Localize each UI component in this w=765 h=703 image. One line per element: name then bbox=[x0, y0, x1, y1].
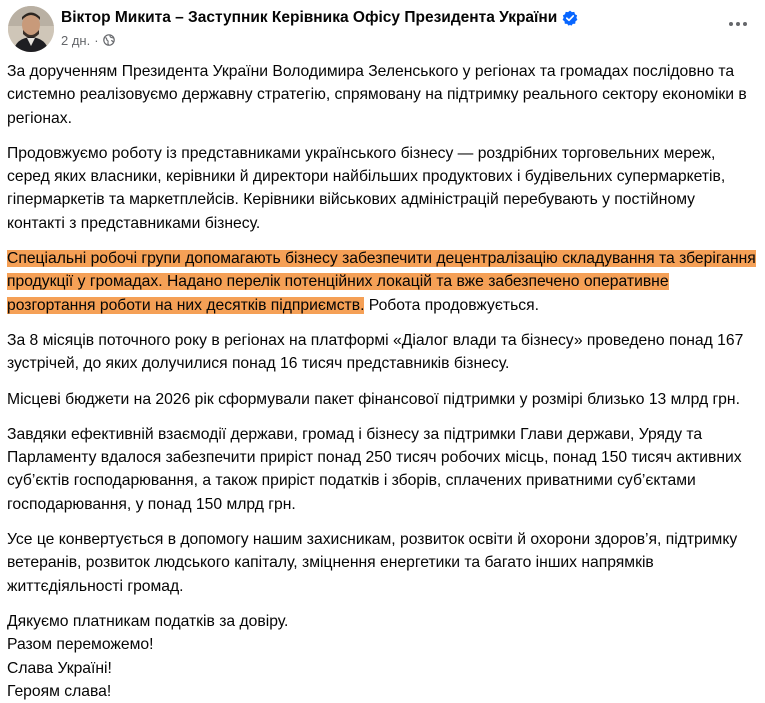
post-header bbox=[8, 6, 758, 52]
post-paragraph-4: За 8 місяців поточного року в регіонах на платформі «Діалог влади та бізнесу» проведено понад 167 зустрічей, до яких долучилися понад 16 тисяч представників бізнесу. bbox=[7, 331, 744, 373]
post-paragraph-2: Продовжуємо роботу із представниками українського бізнесу — роздрібних торговельних мереж, серед яких власники, керівники й директори найбільших продуктових і будівельних супермаркетів, гіпермаркетів та маркетплейсів. Керівники військових адміністрацій перебувають у постійному контакті з представниками бізнесу. bbox=[7, 144, 726, 232]
meta-separator: · bbox=[94, 32, 99, 48]
closing-line: Слава Україні! bbox=[7, 659, 112, 677]
post-paragraph-7: Усе це конвертується в допомогу нашим захисникам, розвиток освіти й охорони здоров’я, підтримку ветеранів, розвиток людського капіталу, зміцнення енергетики та багато інших напрямків життєдіяльності громад. bbox=[7, 531, 738, 595]
post-paragraph-5: Місцеві бюджети на 2026 рік сформували пакет фінансової підтримки у розмірі близько 13 млрд грн. bbox=[7, 390, 740, 408]
post-paragraph-1: За дорученням Президента України Володимира Зеленського у регіонах та громадах послідовно та системно реалізовуємо державну стратегію, спрямовану на підтримку реального сектору економіки в регіонах. bbox=[7, 63, 747, 127]
closing-line: Разом переможемо! bbox=[7, 636, 154, 654]
author-line bbox=[61, 8, 578, 28]
post-paragraph-6: Завдяки ефективній взаємодії держави, громад і бізнесу за підтримки Глави держави, Уряду та Парламенту вдалося забезпечити приріст понад 250 тисяч робочих місць, понад 150 тисяч активних суб’єктів господарювання, а також приріст податків і зборів, сплачених приватними суб’єктами господарювання, у понад 150 млрд грн. bbox=[7, 425, 742, 513]
globe-icon[interactable] bbox=[103, 34, 115, 46]
closing-line: Дякуємо платникам податків за довіру. bbox=[7, 612, 289, 630]
closing-block bbox=[7, 610, 757, 703]
post-paragraph-3 bbox=[7, 247, 757, 317]
highlighted-text: Спеціальні робочі групи допомагають бізнесу забезпечити децентралізацію складування та зберігання продукції у громадах. Надано перелік потенційних локацій та вже забезпечено оперативне розгортання роботи на них десятків підприємств. bbox=[7, 250, 756, 314]
verified-badge-icon bbox=[562, 10, 578, 26]
more-horizontal-icon bbox=[728, 21, 748, 27]
closing-line: Героям слава! bbox=[7, 682, 112, 700]
avatar-image bbox=[8, 6, 54, 52]
post-timestamp[interactable]: 2 дн. bbox=[61, 32, 91, 48]
paragraph-3-rest: Робота продовжується. bbox=[364, 296, 539, 314]
author-avatar[interactable] bbox=[8, 6, 54, 52]
more-options-button[interactable] bbox=[724, 10, 752, 38]
author-name[interactable]: Віктор Микита – Заступник Керівника Офісу Президента України bbox=[61, 9, 558, 26]
post-meta bbox=[61, 32, 115, 48]
post-body bbox=[7, 60, 757, 703]
